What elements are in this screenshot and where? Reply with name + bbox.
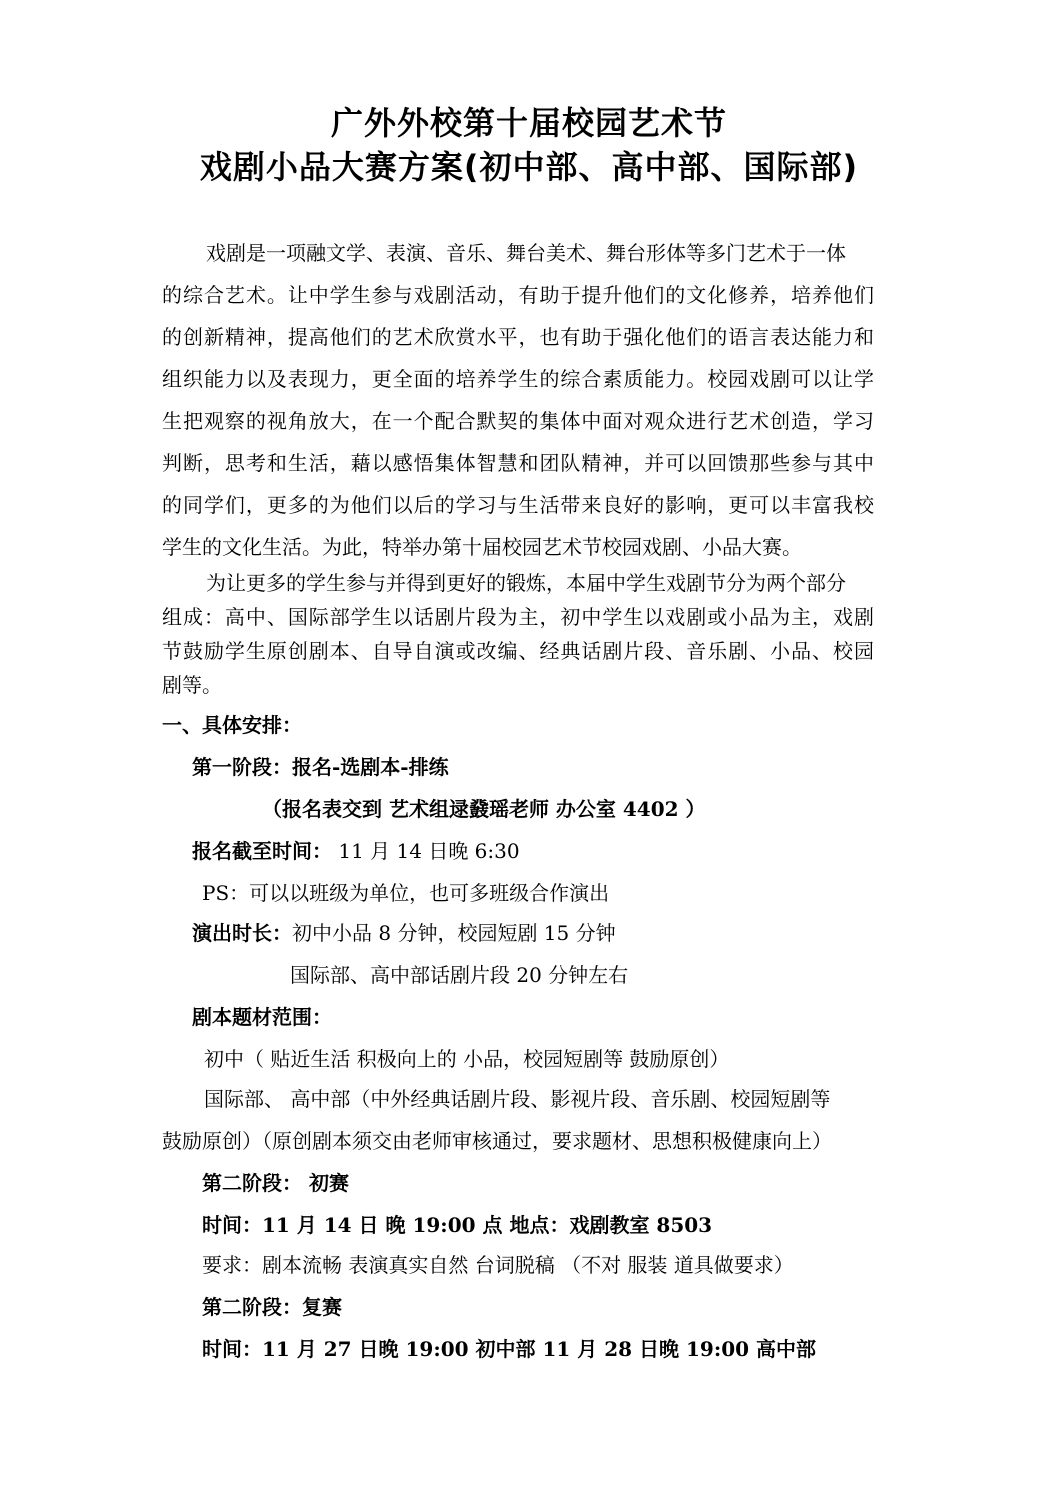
deadline-value: 11 月 14 日晚 6:30: [332, 839, 520, 863]
para2-line: 为让更多的学生参与并得到更好的锻炼，本届中学生戏剧节分为两个部分: [206, 571, 846, 595]
intro-line: 的同学们，更多的为他们以后的学习与生活带来良好的影响，更可以丰富我校: [162, 493, 874, 517]
intro-line: 的创新精神，提高他们的艺术欣赏水平，也有助于强化他们的语言表达能力和: [162, 325, 874, 349]
title-line-1: 广外外校第十届校园艺术节: [330, 104, 727, 142]
duration-value-2: 国际部、高中部话剧片段 20 分钟左右: [290, 963, 629, 987]
duration-value: 初中小品 8 分钟，校园短剧 15 分钟: [292, 921, 616, 945]
intro-line: 生把观察的视角放大，在一个配合默契的集体中面对观众进行艺术创造，学习: [162, 409, 874, 433]
stage3-time: 时间：11 月 27 日晚 19:00 初中部 11 月 28 日晚 19:00 高中部: [202, 1337, 817, 1361]
stage3-heading: 第二阶段：复赛: [202, 1295, 342, 1319]
deadline-row: [192, 838, 520, 864]
intro-line: 戏剧是一项融文学、表演、音乐、舞台美术、舞台形体等多门艺术于一体: [206, 241, 846, 265]
para2-line: 节鼓励学生原创剧本、自导自演或改编、经典话剧片段、音乐剧、小品、校园: [162, 639, 874, 663]
scope-label: 剧本题材范围：: [192, 1005, 332, 1029]
stage2-row: [202, 1170, 349, 1196]
intro-line: 学生的文化生活。为此，特举办第十届校园艺术节校园戏剧、小品大赛。: [162, 535, 802, 559]
duration-row: [192, 920, 616, 946]
deadline-label: 报名截至时间：: [192, 839, 332, 863]
scope-junior: 初中（ 贴近生活 积极向上的 小品，校园短剧等 鼓励原创）: [204, 1047, 730, 1071]
stage2-value: 初赛: [302, 1171, 349, 1195]
stage2-time: 时间：11 月 14 日 晚 19:00 点 地点：戏剧教室 8503: [202, 1213, 713, 1237]
stage2-requirement: 要求：剧本流畅 表演真实自然 台词脱稿 （不对 服装 道具做要求）: [202, 1253, 794, 1277]
scope-senior-line-1: 国际部、 高中部（中外经典话剧片段、影视片段、音乐剧、校园短剧等: [204, 1087, 831, 1111]
para2-line: 剧等。: [162, 673, 222, 697]
title-line-2: 戏剧小品大赛方案(初中部、高中部、国际部): [199, 148, 859, 186]
stage2-label: 第二阶段：: [202, 1171, 302, 1195]
intro-line: 组织能力以及表现力，更全面的培养学生的综合素质能力。校园戏剧可以让学: [162, 367, 874, 391]
stage1-note: （报名表交到 艺术组逯鼗瑶老师 办公室 4402 ）: [262, 797, 706, 821]
section-heading: 一、具体安排：: [162, 713, 302, 737]
scope-senior-line-2: 鼓励原创）（原创剧本须交由老师审核通过，要求题材、思想积极健康向上）: [162, 1129, 832, 1153]
ps-note: PS：可以以班级为单位，也可多班级合作演出: [202, 881, 610, 905]
intro-line: 的综合艺术。让中学生参与戏剧活动，有助于提升他们的文化修养，培养他们: [162, 283, 874, 307]
duration-label: 演出时长：: [192, 921, 292, 945]
para2-line: 组成：高中、国际部学生以话剧片段为主，初中学生以戏剧或小品为主，戏剧: [162, 605, 874, 629]
stage1-heading: 第一阶段：报名-选剧本-排练: [192, 755, 449, 779]
intro-line: 判断，思考和生活，藉以感悟集体智慧和团队精神，并可以回馈那些参与其中: [162, 451, 874, 475]
